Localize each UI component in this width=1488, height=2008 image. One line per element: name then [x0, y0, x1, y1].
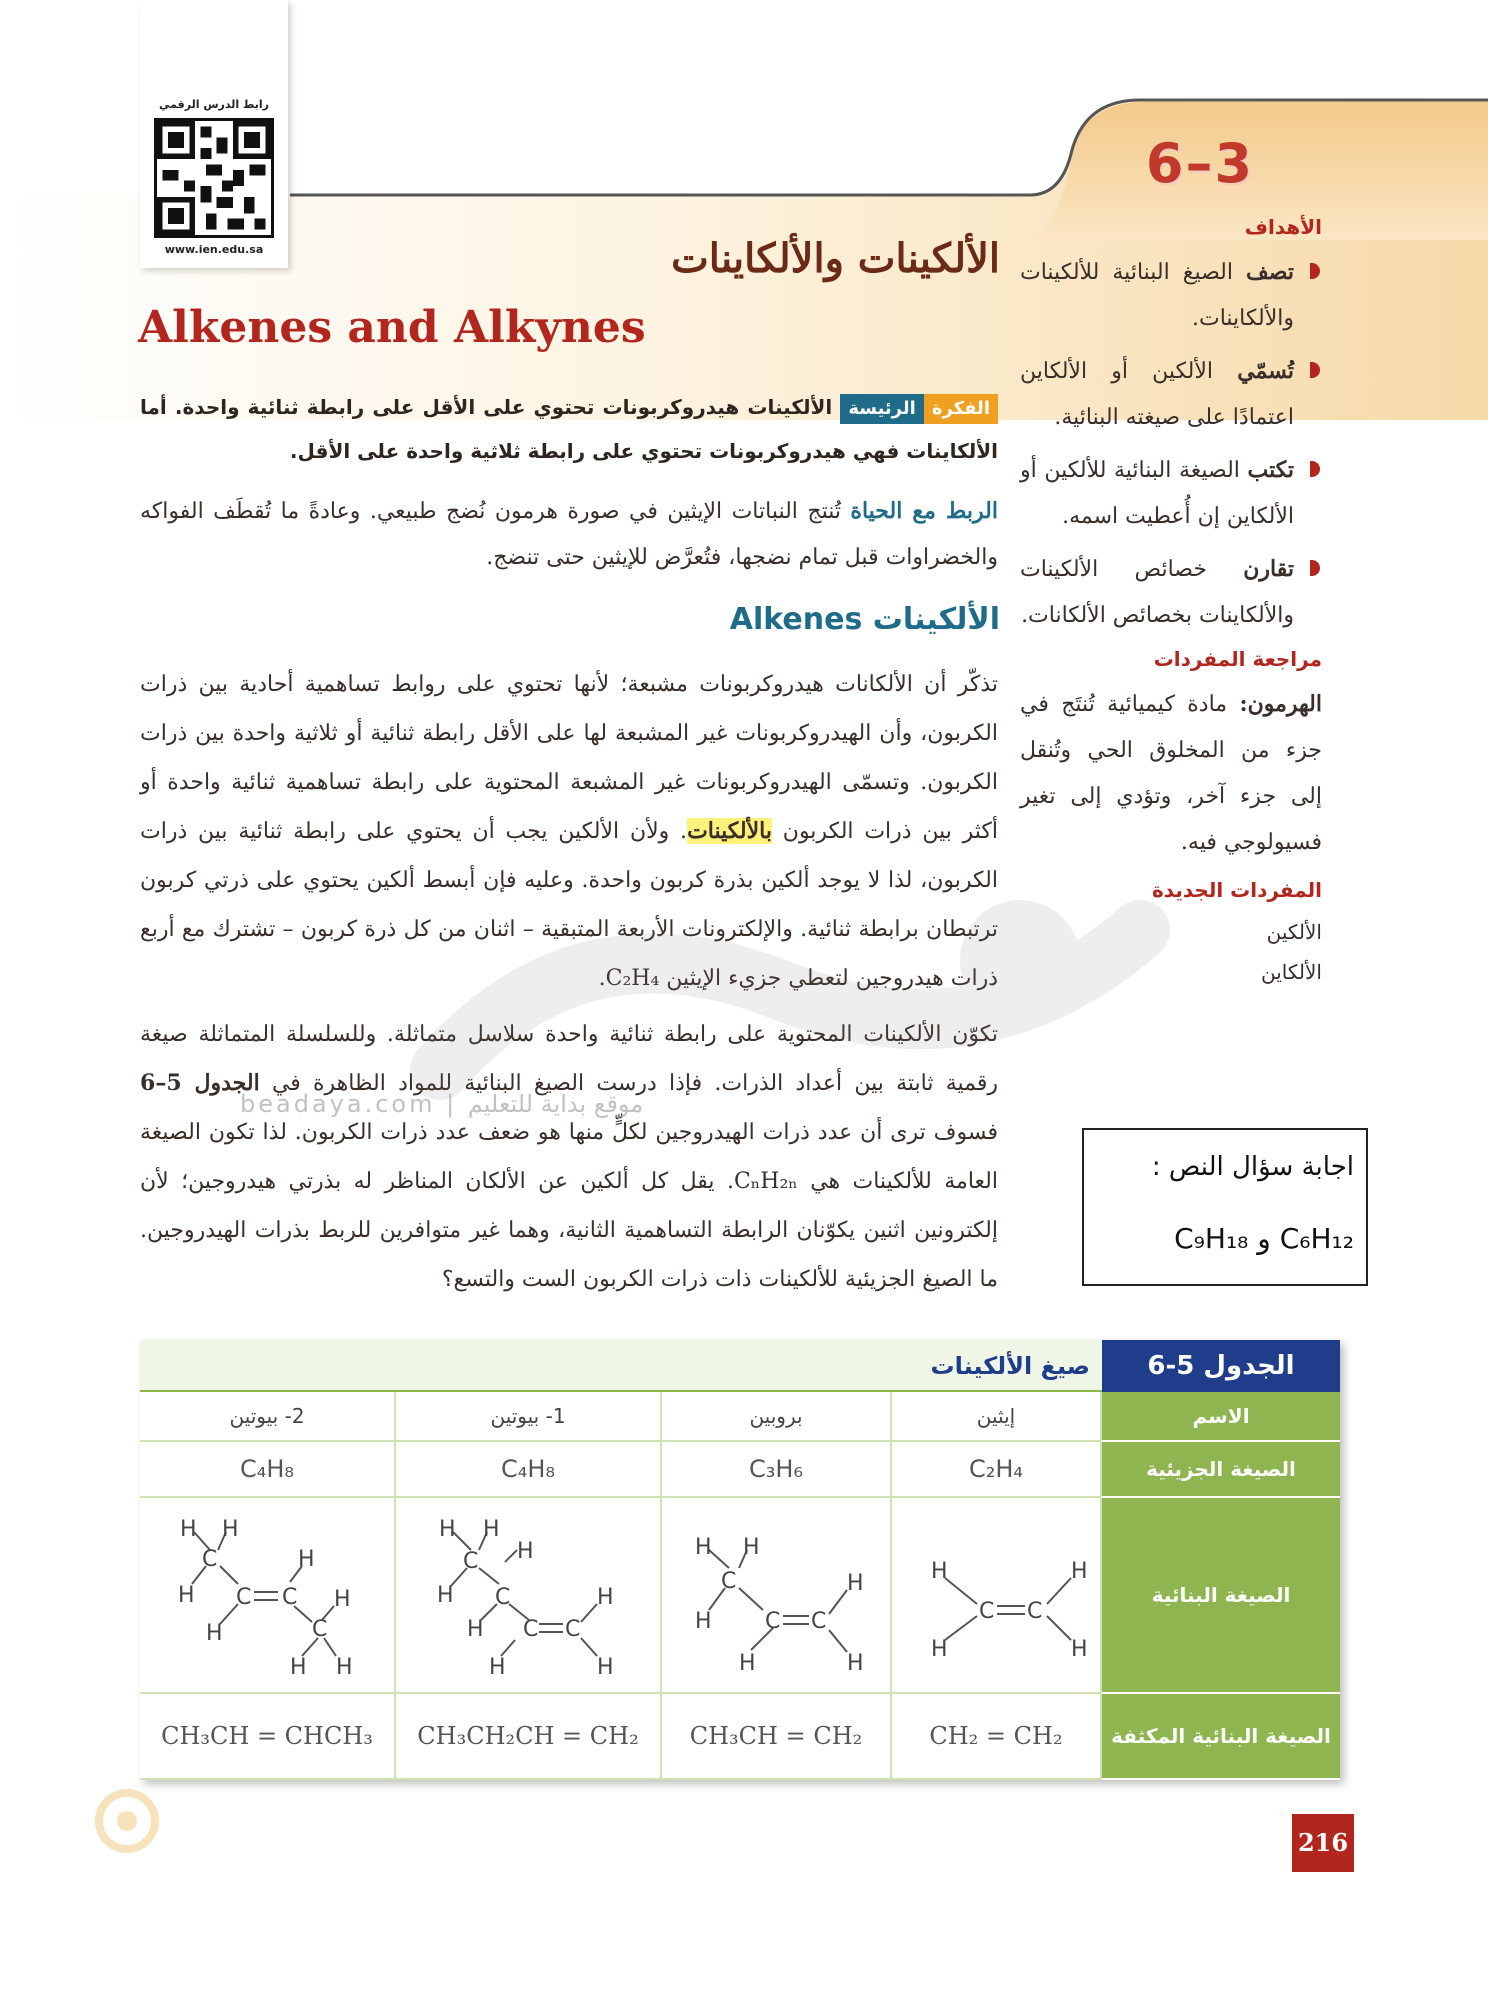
- carbon-atom-label: C: [979, 1599, 995, 1624]
- carbon-atom-label: C: [312, 1617, 328, 1642]
- hydrogen-atom-label: H: [739, 1651, 756, 1676]
- vocab-definition: مادة كيميائية تُنتَج في جزء من المخلوق الحي وتُنقل إلى جزء آخر، وتؤدي إلى تغير فسيولوجي فيه.: [1020, 692, 1322, 855]
- sidebar: [1020, 215, 1322, 992]
- hydrogen-atom-label: H: [743, 1535, 760, 1560]
- objectives-heading: الأهداف: [1244, 215, 1322, 239]
- hydrogen-atom-label: H: [483, 1517, 500, 1542]
- real-life-link: [140, 488, 998, 581]
- hydrogen-atom-label: H: [206, 1621, 223, 1646]
- carbon-atom-label: C: [236, 1585, 252, 1610]
- vocab-review: [1020, 681, 1322, 866]
- table-caption: صيغ الألكينات: [930, 1352, 1090, 1380]
- alkene-formulas-table: [140, 1340, 1340, 1780]
- real-life-heading: الربط مع الحياة: [850, 498, 998, 524]
- objective-item: [1020, 249, 1322, 342]
- carbon-atom-label: C: [463, 1549, 479, 1574]
- hydrogen-atom-label: H: [1071, 1637, 1088, 1662]
- carbon-atom-label: C: [721, 1569, 737, 1594]
- qr-caption: رابط الدرس الرقمي: [159, 98, 269, 111]
- paragraph-text: فسوف ترى أن عدد ذرات الهيدروجين لكلٍّ منها هو ضعف عدد ذرات الكربون. لذا تكون الصيغة العامة للألكينات هي CₙH₂ₙ. يقل كل ألكين عن الألكان المناظر له بذرتي هيدروجين؛ لأن إلكترونين اثنين يكوّنان الرابطة التساهمية الثانية، وهما غير متوافرين للربط بذرات الهيدروجين. ما الصيغ الجزيئية للألكينات ذات ذرات الكربون الست والتسع؟: [140, 1120, 999, 1292]
- carbon-atom-label: C: [1027, 1599, 1043, 1624]
- hydrogen-atom-label: H: [517, 1539, 534, 1564]
- objective-text: الصيغة البنائية للألكين أو الألكاين إن أُعطيت اسمه.: [1020, 458, 1294, 529]
- objective-text: خصائص الألكينات والألكاينات بخصائص الألكانات.: [1020, 557, 1294, 628]
- page-number: 216: [1292, 1814, 1354, 1872]
- cell-condensed: CH₂ = CH₂: [892, 1694, 1102, 1780]
- section-number: 6–3: [1145, 132, 1255, 195]
- hydrogen-atom-label: H: [847, 1651, 864, 1676]
- carbon-atom-label: C: [811, 1609, 827, 1634]
- hydrogen-atom-label: H: [290, 1655, 307, 1680]
- objective-verb: تصف: [1246, 259, 1294, 285]
- table-label: الجدول 5-6: [1102, 1340, 1340, 1392]
- cell-molecular: C₄H₈: [140, 1442, 396, 1498]
- real-life-text: تُنتج النباتات الإيثين في صورة هرمون نُضج طبيعي. وعادةً ما تُقطَف الفواكه والخضراوات قبل تمام نضجها، فتُعرَّض للإيثين حتى تنضج.: [140, 499, 998, 570]
- paragraph-text: . ولأن الألكين يجب أن يحتوي على رابطة ثنائية بين ذرات الكربون، لذا لا يوجد ألكين بذرة كربون واحدة. وعليه فإن أبسط ألكين يحتوي على ذرتي كربون ترتبطان برابطة ثنائية. والإلكترونات الأربعة المتبقية – اثنان من كل ذرة كربون – تشترك مع أربع ذرات هيدروجين لتعطي جزيء الإيثين C₂H₄.: [140, 819, 998, 991]
- alkenes-heading: الألكينات Alkenes: [729, 602, 1000, 637]
- answer-value: C₆H₁₂ و C₉H₁₈: [1174, 1222, 1354, 1255]
- row-header-molecular: الصيغة الجزيئية: [1102, 1442, 1340, 1498]
- hydrogen-atom-label: H: [336, 1655, 353, 1680]
- new-vocab-heading: المفردات الجديدة: [1152, 878, 1322, 902]
- objectives-list: [1020, 249, 1322, 639]
- objective-text: الألكين أو الألكاين اعتمادًا على صيغته البنائية.: [1020, 359, 1294, 430]
- qr-code-card[interactable]: [140, 0, 288, 268]
- hydrogen-atom-label: H: [597, 1585, 614, 1610]
- watermark-url: beadaya.com | موقع بداية للتعليم: [240, 1090, 644, 1118]
- propene-structure-diagram: [681, 1510, 871, 1680]
- vocab-term: الهرمون:: [1239, 691, 1322, 717]
- carbon-atom-label: C: [565, 1617, 581, 1642]
- carbon-atom-label: C: [495, 1585, 511, 1610]
- carbon-atom-label: C: [202, 1547, 218, 1572]
- hydrogen-atom-label: H: [1071, 1559, 1088, 1584]
- main-idea-tag-secondary: الرئيسة: [840, 394, 923, 424]
- lesson-title-english: Alkenes and Alkynes: [138, 302, 646, 353]
- cell-name: 2- بيوتين: [140, 1392, 396, 1442]
- hydrogen-atom-label: H: [334, 1587, 351, 1612]
- main-idea-text-2: أما الألكاينات فهي هيدروكربونات تحتوي على رابطة ثلاثية واحدة على الأقل.: [140, 395, 998, 463]
- cell-condensed: CH₃CH₂CH = CH₂: [396, 1694, 662, 1780]
- carbon-atom-label: C: [523, 1617, 539, 1642]
- hydrogen-atom-label: H: [467, 1617, 484, 1642]
- cell-structural: [140, 1498, 396, 1694]
- cell-condensed: CH₃CH = CH₂: [662, 1694, 892, 1780]
- paragraph-text: تذكّر أن الألكانات هيدروكربونات مشبعة؛ لأنها تحتوي على روابط تساهمية أحادية بين ذرات الكربون، وأن الهيدروكربونات غير المشبعة لها على الأقل رابطة ثنائية أو ثلاثية واحدة بين ذرات الكربون. وتسمّى الهيدروكربونات غير المشبعة المحتوية على رابطة تساهمية ثنائية واحدة أو أكثر بين ذرات الكربون: [140, 672, 999, 844]
- objective-verb: تكتب: [1247, 457, 1295, 483]
- hydrogen-atom-label: H: [178, 1583, 195, 1608]
- cell-condensed: CH₃CH = CHCH₃: [140, 1694, 396, 1780]
- hydrogen-atom-label: H: [489, 1655, 506, 1680]
- cell-molecular: C₂H₄: [892, 1442, 1102, 1498]
- row-header-name: الاسم: [1102, 1392, 1340, 1442]
- cell-molecular: C₄H₈: [396, 1442, 662, 1498]
- row-header-structural: الصيغة البنائية: [1102, 1498, 1340, 1694]
- hydrogen-atom-label: H: [180, 1517, 197, 1542]
- hydrogen-atom-label: H: [439, 1517, 456, 1542]
- vocab-review-heading: مراجعة المفردات: [1153, 647, 1322, 671]
- cell-structural: [396, 1498, 662, 1694]
- bullet-icon: [1310, 263, 1320, 279]
- carbon-atom-label: C: [282, 1585, 298, 1610]
- hydrogen-atom-label: H: [695, 1535, 712, 1560]
- answer-title: اجابة سؤال النص :: [1151, 1152, 1354, 1182]
- hydrogen-atom-label: H: [695, 1609, 712, 1634]
- qr-code-icon[interactable]: [154, 118, 274, 238]
- objective-item: [1020, 546, 1322, 639]
- new-vocab-item: الألكاين: [1261, 960, 1322, 984]
- hydrogen-atom-label: H: [222, 1517, 239, 1542]
- ethene-structure-diagram: [901, 1510, 1091, 1680]
- hydrogen-atom-label: H: [597, 1655, 614, 1680]
- hydrogen-atom-label: H: [931, 1559, 948, 1584]
- cell-molecular: C₃H₆: [662, 1442, 892, 1498]
- bullet-icon: [1310, 461, 1320, 477]
- cell-name: بروبين: [662, 1392, 892, 1442]
- cell-structural: [662, 1498, 892, 1694]
- paragraph-homologous-series: [140, 1010, 998, 1304]
- hydrogen-atom-label: H: [437, 1583, 454, 1608]
- carbon-atom-label: C: [765, 1609, 781, 1634]
- paragraph-text: تكوّن الألكينات المحتوية على رابطة ثنائية واحدة سلاسل متماثلة. وللسلسلة المتماثلة صيغة رقمية ثابتة بين أعداد الذرات. فإذا درست الصيغ البنائية للمواد الظاهرة في: [140, 1022, 998, 1096]
- objective-item: [1020, 348, 1322, 441]
- new-vocab-item: الألكين: [1266, 920, 1322, 944]
- table-reference: الجدول 5–6: [140, 1070, 260, 1096]
- 2-butene-structure-diagram: [172, 1510, 362, 1680]
- 1-butene-structure-diagram: [433, 1510, 623, 1680]
- answer-box: [1082, 1128, 1368, 1286]
- paragraph-alkenes-intro: [140, 660, 998, 1003]
- cell-name: إيثين: [892, 1392, 1102, 1442]
- bullet-icon: [1310, 362, 1320, 378]
- objective-text: الصيغ البنائية للألكينات والألكاينات.: [1020, 260, 1294, 331]
- hydrogen-atom-label: H: [847, 1571, 864, 1596]
- bullet-icon: [1310, 560, 1320, 576]
- objective-verb: تُسمّي: [1237, 358, 1294, 384]
- objective-item: [1020, 447, 1322, 540]
- highlighted-term: بالألكينات: [687, 818, 772, 844]
- cell-name: 1- بيوتين: [396, 1392, 662, 1442]
- main-idea-tag: الفكرة: [924, 394, 998, 424]
- hydrogen-atom-label: H: [298, 1547, 315, 1572]
- cell-structural: [892, 1498, 1102, 1694]
- hydrogen-atom-label: H: [931, 1637, 948, 1662]
- row-header-condensed: الصيغة البنائية المكثفة: [1102, 1694, 1340, 1780]
- lesson-title-arabic: الألكينات والألكاينات: [671, 235, 1000, 282]
- qr-url[interactable]: www.ien.edu.sa: [164, 243, 264, 256]
- main-idea-text-1: الألكينات هيدروكربونات تحتوي على الأقل على رابطة ثنائية واحدة.: [174, 395, 833, 419]
- publisher-logo-icon: [92, 1786, 162, 1856]
- main-idea: [140, 385, 998, 473]
- objective-verb: تقارن: [1243, 556, 1294, 582]
